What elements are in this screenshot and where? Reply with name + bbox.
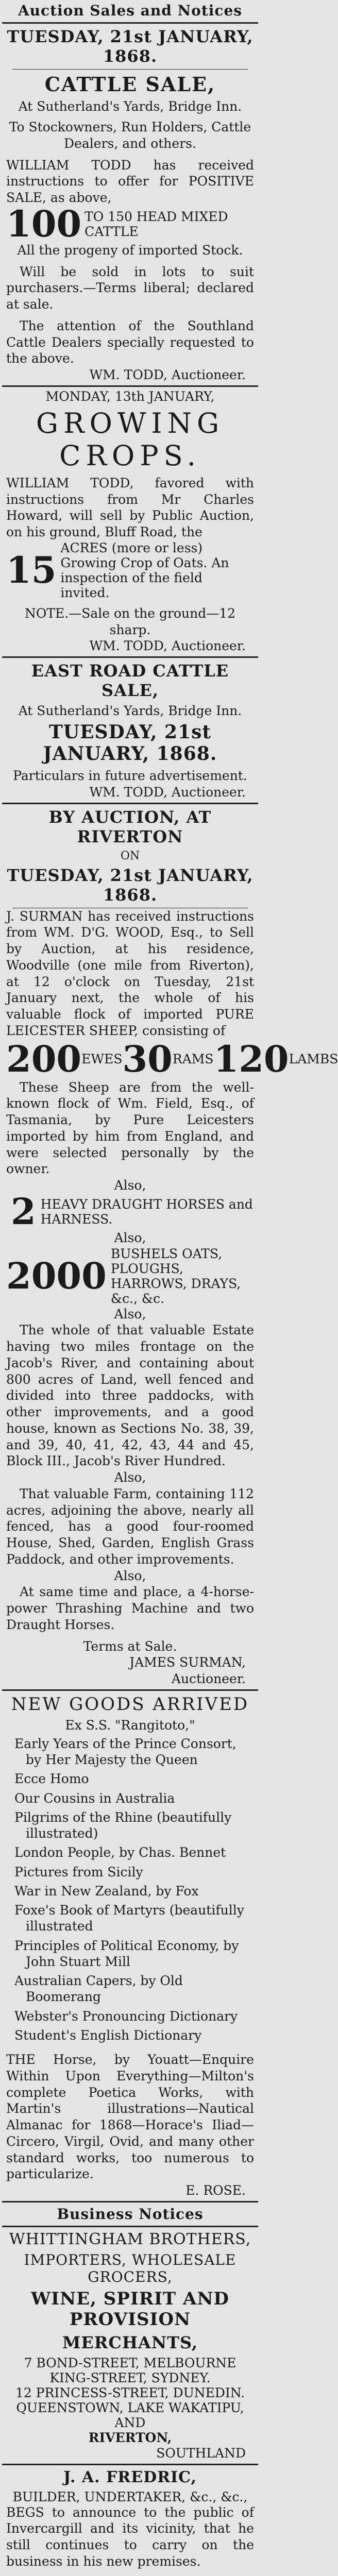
ad-date: TUESDAY, 21st JANUARY, 1868. (2, 866, 258, 905)
ad-body: BEGS to announce to the public of Invercargill and its vicinity, that he still continues to carry on the business in his new premises. (6, 2504, 254, 2570)
ad-count: 15 (6, 552, 56, 588)
also-label: Also, (6, 1230, 254, 1246)
ad-on: ON (2, 850, 258, 862)
ad-count-text: ACRES (more or less) Growing Crop of Oats. An inspection of the field invited. (60, 540, 254, 600)
ad-count: 100 (6, 206, 81, 242)
whittingham-ad (2, 2230, 258, 2462)
ad-lots: Will be sold in lots to suit purchasers.—Terms liberal; declared at sale. (6, 264, 254, 313)
ad-title: NEW GOODS ARRIVED (2, 1694, 258, 1715)
ad-signature: JAMES SURMAN, (6, 1654, 246, 1671)
divider (2, 385, 258, 387)
goods-item: Our Cousins in Australia (26, 1790, 254, 1806)
ad-trade: BUILDER, UNDERTAKER, &c., &c., (2, 2489, 258, 2504)
ewes-count: 200 (6, 1041, 81, 1077)
ad-audience: To Stockowners, Run Holders, Cattle Dealers, and others. (6, 119, 254, 152)
ad-title: WHITTINGHAM BROTHERS, (2, 2230, 258, 2248)
east-road-ad (2, 661, 258, 801)
address: RIVERTON, (2, 2430, 258, 2445)
growing-crops-ad (2, 389, 258, 654)
ad-title: J. A. FREDRIC, (2, 2468, 258, 2486)
horses-count: 2 (6, 1194, 41, 1230)
ewes-label: EWES (81, 1052, 122, 1066)
divider (2, 22, 258, 24)
ad-place: At Sutherland's Yards, Bridge Inn. (2, 703, 258, 718)
divider (2, 656, 258, 658)
ad-estate: The whole of that valuable Estate having two miles frontage on the Jacob's River, and containing about 800 acres of Land, well fenced and divided into three paddocks, with other improvements, and a good house, known as Sections No. 38, 39, and 39, 40, 41, 42, 43, 44 and 45, Block III., Jacob's River Hundred. (6, 1322, 254, 1469)
oats-count: 2000 (6, 1258, 107, 1294)
also-label: Also, (6, 1306, 254, 1323)
divider (2, 803, 258, 804)
rams-count: 30 (122, 1041, 172, 1077)
goods-item: Foxe's Book of Martyrs (beautifully illustrated (26, 1902, 254, 1935)
ad-place: At Sutherland's Yards, Bridge Inn. (2, 99, 258, 114)
ad-body: WILLIAM TODD has received instructions to offer for POSITIVE SALE, as above, (6, 157, 254, 206)
ad-farm: That valuable Farm, containing 112 acres, adjoining the above, nearly all fenced, has a good four-roomed House, Shed, Garden, English Grass Paddock, and other improvements. (6, 1486, 254, 1568)
goods-item: Pictures from Sicily (26, 1864, 254, 1880)
fredric-ad (2, 2468, 258, 2576)
ad-body: J. SURMAN has received instructions from WM. D'G. WOOD, Esq., to Sell by Auction, at his residence, Woodville (one mile from Riverton), at 12 o'clock on Tuesday, 21st January next, the whole of his valuable flock of imported PURE LEICESTER SHEEP, consisting of (6, 908, 254, 1039)
ad-title: EAST ROAD CATTLE SALE, (2, 661, 258, 700)
ad-count-text: TO 150 HEAD MIXED CATTLE (84, 209, 254, 239)
goods-item: Student's English Dictionary (26, 2027, 254, 2043)
ad-attention: The attention of the Southland Cattle Dealers specially requested to the above. (6, 318, 254, 367)
also-label: Also, (6, 1469, 254, 1486)
ad-date: MONDAY, 13th JANUARY, (2, 389, 258, 404)
also-label: Also, (6, 1177, 254, 1194)
address: 7 BOND-STREET, MELBOURNE (2, 2355, 258, 2370)
divider (2, 2226, 258, 2227)
lambs-label: LAMBS (289, 1052, 338, 1066)
ad-date: TUESDAY, 21st JANUARY, 1868. (2, 27, 258, 66)
ad-machine: At same time and place, a 4-horse-power Thrashing Machine and two Draught Horses. (6, 1584, 254, 1633)
divider (2, 1689, 258, 1691)
ad-title: BY AUCTION, AT RIVERTON (2, 807, 258, 846)
ad-line: IMPORTERS, WHOLESALE GROCERS, (2, 2251, 258, 2285)
goods-item: Webster's Pronouncing Dictionary (26, 2008, 254, 2024)
ad-line: WINE, SPIRIT AND PROVISION (2, 2289, 258, 2330)
goods-item: Principles of Political Economy, by John Stuart Mill (26, 1938, 254, 1970)
ad-terms: Terms at Sale. (6, 1638, 254, 1655)
address: SOUTHLAND (6, 2445, 246, 2462)
address: KING-STREET, SYDNEY. (2, 2370, 258, 2385)
section-header: Auction Sales and Notices (2, 2, 258, 19)
newspaper-column (2, 0, 258, 2576)
goods-item: War in New Zealand, by Fox (26, 1883, 254, 1899)
oats-label: BUSHELS OATS, PLOUGHS, HARROWS, DRAYS, &c., &c. (111, 1246, 254, 1306)
divider (2, 2464, 258, 2465)
ad-particulars: Particulars in future advertisement. (6, 768, 254, 784)
ad-title: CATTLE SALE, (2, 73, 258, 96)
goods-item: London People, by Chas. Bennet (26, 1844, 254, 1860)
divider (2, 2201, 258, 2202)
horses-label: HEAVY DRAUGHT HORSES and HARNESS. (41, 1197, 254, 1227)
ad-flock: These Sheep are from the well-known flock of Wm. Field, Esq., of Tasmania, by Pure Leicesters imported by him from England, and were selected personally by the owner. (6, 1079, 254, 1178)
goods-item: Australian Capers, by Old Boomerang (26, 1973, 254, 2005)
divider (12, 69, 248, 70)
rams-label: RAMS (173, 1052, 214, 1066)
address: QUEENSTOWN, LAKE WAKATIPU, (2, 2400, 258, 2415)
also-label: Also, (6, 1568, 254, 1584)
lambs-count: 120 (213, 1041, 289, 1077)
ad-signature: WM. TODD, Auctioneer. (6, 784, 246, 801)
new-goods-ad (2, 1694, 258, 2199)
ad-date: TUESDAY, 21st JANUARY, 1868. (2, 721, 258, 765)
address: AND (2, 2415, 258, 2430)
goods-item: Pilgrims of the Rhine (beautifully illustrated) (26, 1809, 254, 1842)
riverton-auction-ad (2, 807, 258, 1687)
ad-body: THE Horse, by Youatt—Enquire Within Upon Everything—Milton's complete Poetica Works, with Martin's illustrations—Nautical Almanac for 1868—Horace's Iliad—Circero, Virgil, Ovid, and many other standard works, too numerous to particularize. (6, 2052, 254, 2182)
ad-body: WILLIAM TODD, favored with instructions from Mr Charles Howard, will sell by Public Auction, on his ground, Bluff Road, the (6, 475, 254, 540)
section-header: Business Notices (2, 2206, 258, 2223)
ad-note: NOTE.—Sale on the ground—12 sharp. (6, 605, 254, 638)
goods-list (2, 1736, 258, 2043)
ad-line: MERCHANTS, (2, 2333, 258, 2352)
ad-title: GROWING CROPS. (2, 407, 258, 472)
goods-item: Ecce Homo (26, 1771, 254, 1787)
ad-signature: WM. TODD, Auctioneer. (6, 367, 246, 383)
ad-signature: WM. TODD, Auctioneer. (6, 638, 246, 654)
cattle-sale-ad (2, 27, 258, 383)
goods-item: Early Years of the Prince Consort, by Her Majesty the Queen (26, 1736, 254, 1768)
ad-ship: Ex S.S. "Rangitoto," (2, 1718, 258, 1733)
ad-progeny: All the progeny of imported Stock. (6, 242, 254, 259)
address: 12 PRINCESS-STREET, DUNEDIN. (2, 2385, 258, 2400)
ad-signature-title: Auctioneer. (6, 1671, 246, 1687)
ad-signature: E. ROSE. (6, 2182, 246, 2199)
